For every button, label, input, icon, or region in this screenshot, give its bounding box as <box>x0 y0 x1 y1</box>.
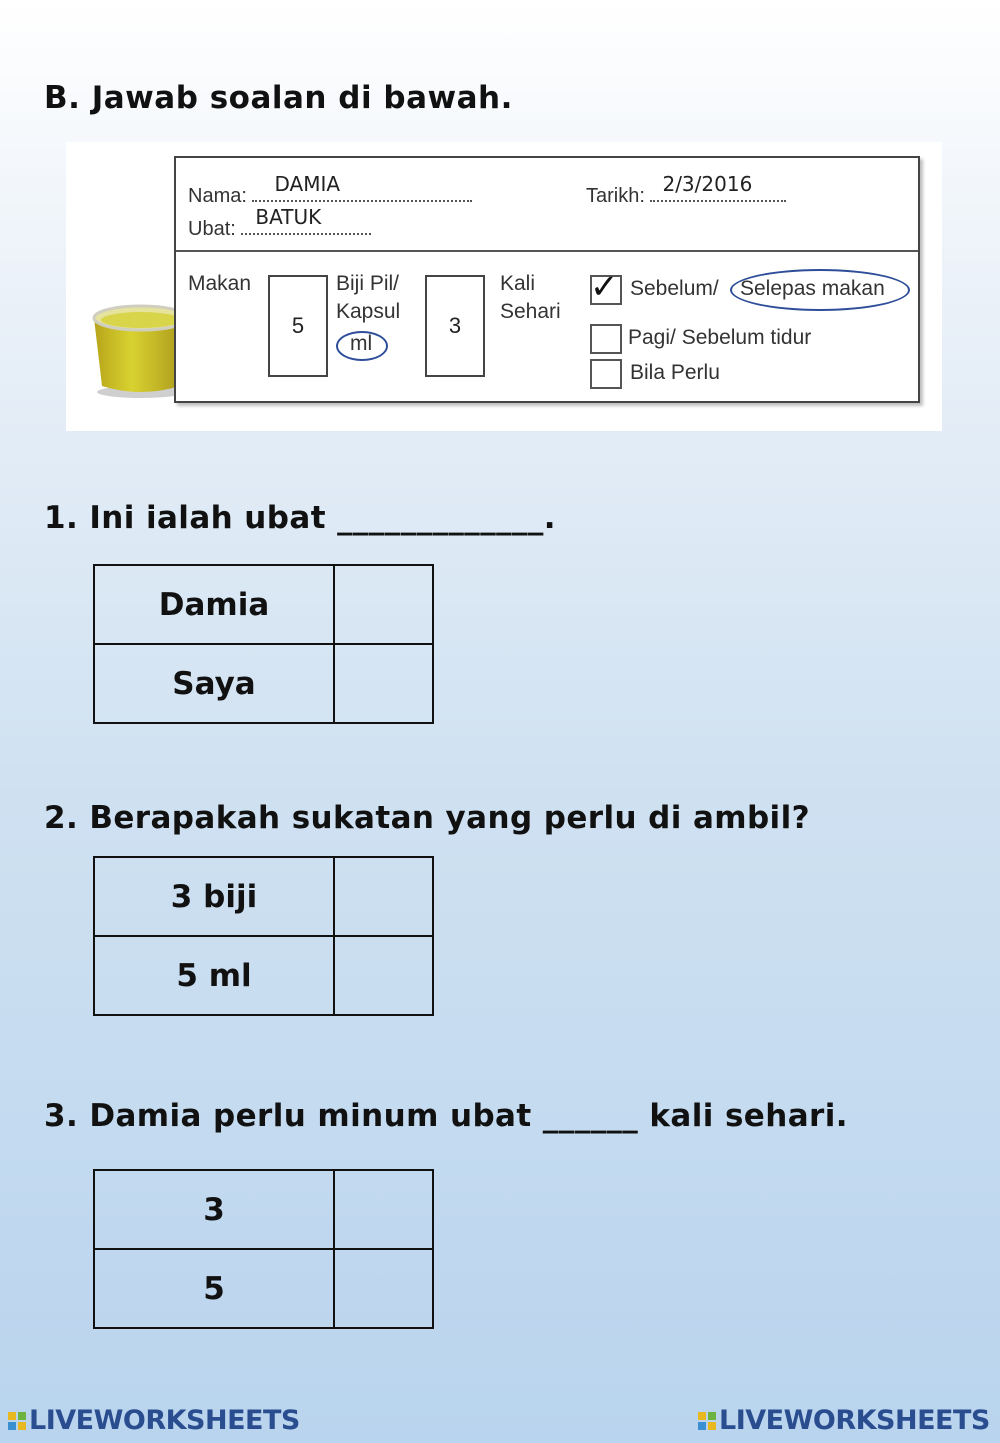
answer-table-3 <box>93 1169 434 1329</box>
label-divider <box>176 250 918 252</box>
tarikh-field: Tarikh: 2/3/2016 <box>586 180 786 208</box>
footer-logo-right: LIVEWORKSHEETS <box>698 1405 990 1436</box>
checkmark-icon: ✓ <box>590 268 619 306</box>
bila-perlu-checkbox <box>590 359 622 389</box>
prescription-label <box>174 156 920 403</box>
section-heading: B. Jawab soalan di bawah. <box>44 80 513 116</box>
answer-checkbox[interactable] <box>334 936 433 1015</box>
table-row <box>94 644 433 723</box>
answer-checkbox[interactable] <box>334 1249 433 1328</box>
dose-count-box: 5 <box>268 275 328 377</box>
sebelum-label: Sebelum/ <box>630 277 719 300</box>
pagi-label: Pagi/ Sebelum tidur <box>628 326 812 349</box>
table-row <box>94 1170 433 1249</box>
question-1: 1. Ini ialah ubat _____________. <box>44 500 556 536</box>
nama-value: DAMIA <box>274 172 341 196</box>
option-label: 5 ml <box>94 936 334 1015</box>
option-label: 3 biji <box>94 857 334 936</box>
question-2: 2. Berapakah sukatan yang perlu di ambil? <box>44 800 810 836</box>
liveworksheets-logo-icon <box>698 1412 716 1430</box>
pagi-checkbox <box>590 324 622 354</box>
option-label: 5 <box>94 1249 334 1328</box>
answer-checkbox[interactable] <box>334 565 433 644</box>
liveworksheets-logo-icon <box>8 1412 26 1430</box>
answer-table-2 <box>93 856 434 1016</box>
tarikh-value: 2/3/2016 <box>662 172 753 196</box>
table-row <box>94 857 433 936</box>
answer-checkbox[interactable] <box>334 857 433 936</box>
answer-table-1 <box>93 564 434 724</box>
makan-label: Makan <box>188 272 252 295</box>
option-label: Damia <box>94 565 334 644</box>
times-count-box: 3 <box>425 275 485 377</box>
answer-checkbox[interactable] <box>334 644 433 723</box>
selepas-label: Selepas makan <box>740 277 885 300</box>
unit-label: Biji Pil/ Kapsul <box>336 272 401 323</box>
table-row <box>94 1249 433 1328</box>
answer-checkbox[interactable] <box>334 1170 433 1249</box>
option-label: 3 <box>94 1170 334 1249</box>
question-3: 3. Damia perlu minum ubat ______ kali sehari. <box>44 1098 848 1134</box>
table-row <box>94 565 433 644</box>
nama-field: Nama: DAMIA <box>188 180 472 208</box>
ml-label: ml <box>350 332 373 355</box>
option-label: Saya <box>94 644 334 723</box>
footer-logo-left: LIVEWORKSHEETS <box>8 1405 300 1436</box>
ubat-value: BATUK <box>255 205 322 229</box>
kali-sehari-label: Kali Sehari <box>500 272 561 323</box>
bila-perlu-label: Bila Perlu <box>630 361 720 384</box>
medicine-label-image <box>66 142 942 431</box>
table-row <box>94 936 433 1015</box>
ubat-field: Ubat: BATUK <box>188 213 371 241</box>
